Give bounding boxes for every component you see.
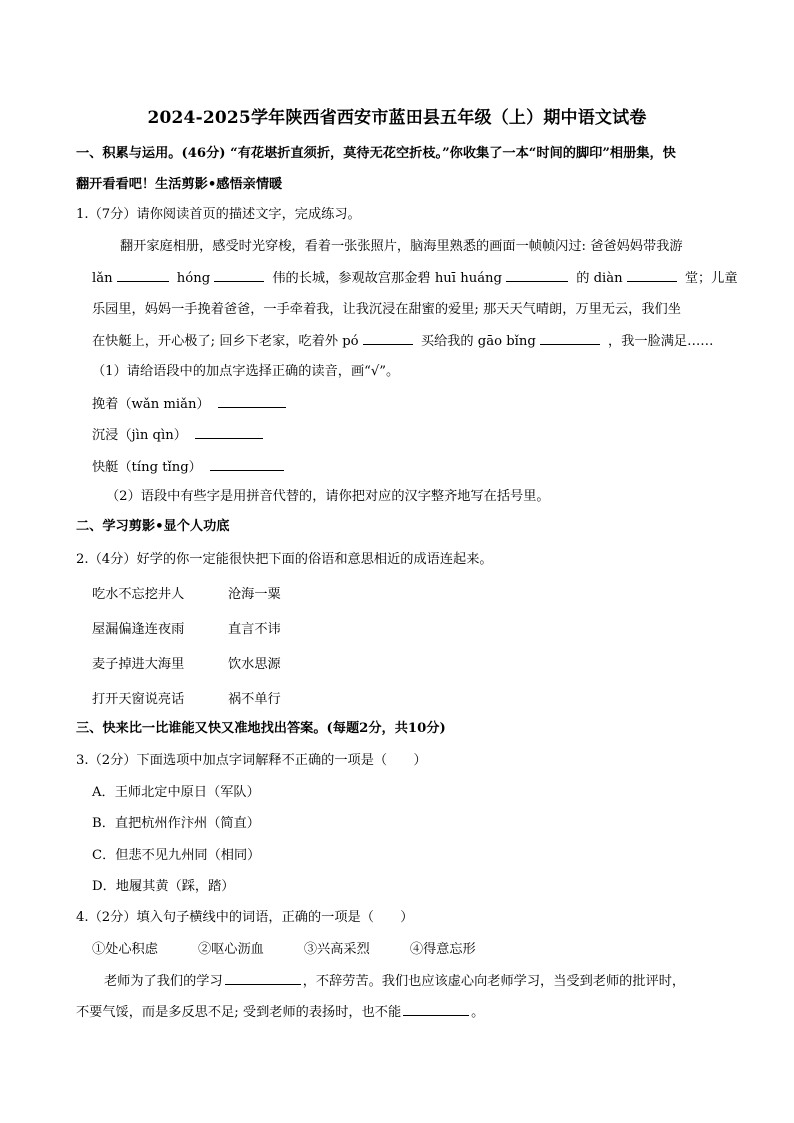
q4-sentence-rest: ，不辞劳苦。我们也应该虚心向老师学习，当受到老师的批评时， [302,974,686,989]
para4-text: 在快艇上，开心极了; 回乡下老家，吃着外 [92,334,339,349]
pinyin-lan: lǎn [92,271,113,286]
q3-option-b[interactable]: B．直把杭州作汴州（简直） [92,816,260,831]
q4-sentence-start: 老师为了我们的学习 [104,974,223,989]
q1-word3 [92,457,288,478]
q4-choices [92,940,476,960]
q1-word1 [92,394,290,415]
answer-blank[interactable] [225,971,301,985]
q3-option-c[interactable]: C．但悲不见九州同（相同） [92,848,261,863]
answer-blank[interactable] [210,457,284,471]
answer-blank[interactable] [506,268,568,282]
word1-label: 挽着（wǎn miǎn） [92,397,210,412]
section1-subheading: 翻开看看吧！生活剪影•感悟亲情暖 [76,177,283,192]
pinyin-po: pó [342,334,359,349]
answer-blank[interactable] [214,268,264,282]
idiom-item: 祸不单行 [228,692,281,707]
para2-de: 的 [576,271,590,286]
q4-sentence-end: 。 [471,1005,485,1020]
q1-word2 [92,425,267,446]
answer-blank[interactable] [627,268,677,282]
para2-end: 堂；儿童 [684,271,738,286]
section2-heading: 二、学习剪影•显个人功底 [76,519,230,534]
para4-end: ，我一脸满足…… [608,334,714,349]
word2-label: 沉浸（jìn qìn） [92,428,187,443]
q3-stem: 3.（2分）下面选项中加点字词解释不正确的一项是（ ） [76,753,427,768]
pinyin-huihuang: huī huáng [434,271,502,286]
para4-mid: 买给我的 [420,334,474,349]
word3-label: 快艇（tíng tǐng） [92,460,202,475]
answer-blank[interactable] [195,425,263,439]
q2-stem: 2.（4分）好学的你一定能很快把下面的俗语和意思相近的成语连起来。 [76,552,493,567]
q1-para1: 翻开家庭相册，感受时光穿梭，看着一张张照片，脑海里熟悉的画面一帧帧闪过: 爸爸妈妈带我游 [120,239,683,254]
answer-blank[interactable] [540,331,600,345]
answer-blank[interactable] [363,331,413,345]
q1-stem: 1.（7分）请你阅读首页的描述文字，完成练习。 [76,207,361,222]
proverb-item: 麦子掉进大海里 [92,657,185,672]
idiom-item: 饮水思源 [228,657,281,672]
section1-heading: 一、积累与运用。(46分) “有花堪折直须折，莫待无花空折枝。”你收集了一本“时间的脚印”相册集，快 [76,146,676,161]
q4-sentence-line2 [76,1002,484,1023]
q4-sentence-cont: 不要气馁，而是多反思不足; 受到老师的表扬时，也不能 [76,1005,402,1020]
page-title: 2024-2025学年陕西省西安市蓝田县五年级（上）期中语文试卷 [147,108,647,128]
q4-choice[interactable]: ④得意忘形 [409,942,476,957]
para2-text: 伟的长城，参观故宫那金碧 [272,271,431,286]
answer-blank[interactable] [403,1002,469,1016]
proverb-item: 打开天窗说亮话 [92,692,185,707]
pinyin-hong: hóng [176,271,211,286]
answer-blank[interactable] [117,268,169,282]
q1-para4 [92,331,714,352]
q4-choice[interactable]: ②呕心沥血 [197,942,264,957]
q1-para3: 乐园里，妈妈一手挽着爸爸，一手牵着我，让我沉浸在甜蜜的爱里; 那天天气晴朗，万里无云，我们坐 [92,302,681,317]
idiom-item: 沧海一粟 [228,587,281,602]
q4-choice[interactable]: ①处心积虑 [92,942,158,957]
answer-blank[interactable] [218,394,286,408]
q4-sentence-line1 [104,971,685,992]
idiom-item: 直言不讳 [228,622,281,637]
q3-option-a[interactable]: A．王师北定中原日（军队） [92,785,260,800]
proverb-item: 屋漏偏逢连夜雨 [92,622,185,637]
q3-option-d[interactable]: D．地履其黄（踩，踏） [92,879,235,894]
section3-heading: 三、快来比一比谁能又快又准地找出答案。(每题2分，共10分) [76,721,446,736]
q1-sub2: （2）语段中有些字是用拼音代替的，请你把对应的汉字整齐地写在括号里。 [106,489,550,504]
q1-sub1: （1）请给语段中的加点字选择正确的读音，画“√”。 [92,364,400,379]
q4-choice[interactable]: ③兴高采烈 [303,942,370,957]
pinyin-dian: diàn [593,271,623,286]
proverb-item: 吃水不忘挖井人 [92,587,185,602]
pinyin-gaobing: gāo bǐng [477,334,536,349]
q4-stem: 4.（2分）填入句子横线中的词语，正确的一项是（ ） [76,910,414,925]
q1-para2 [92,268,738,289]
